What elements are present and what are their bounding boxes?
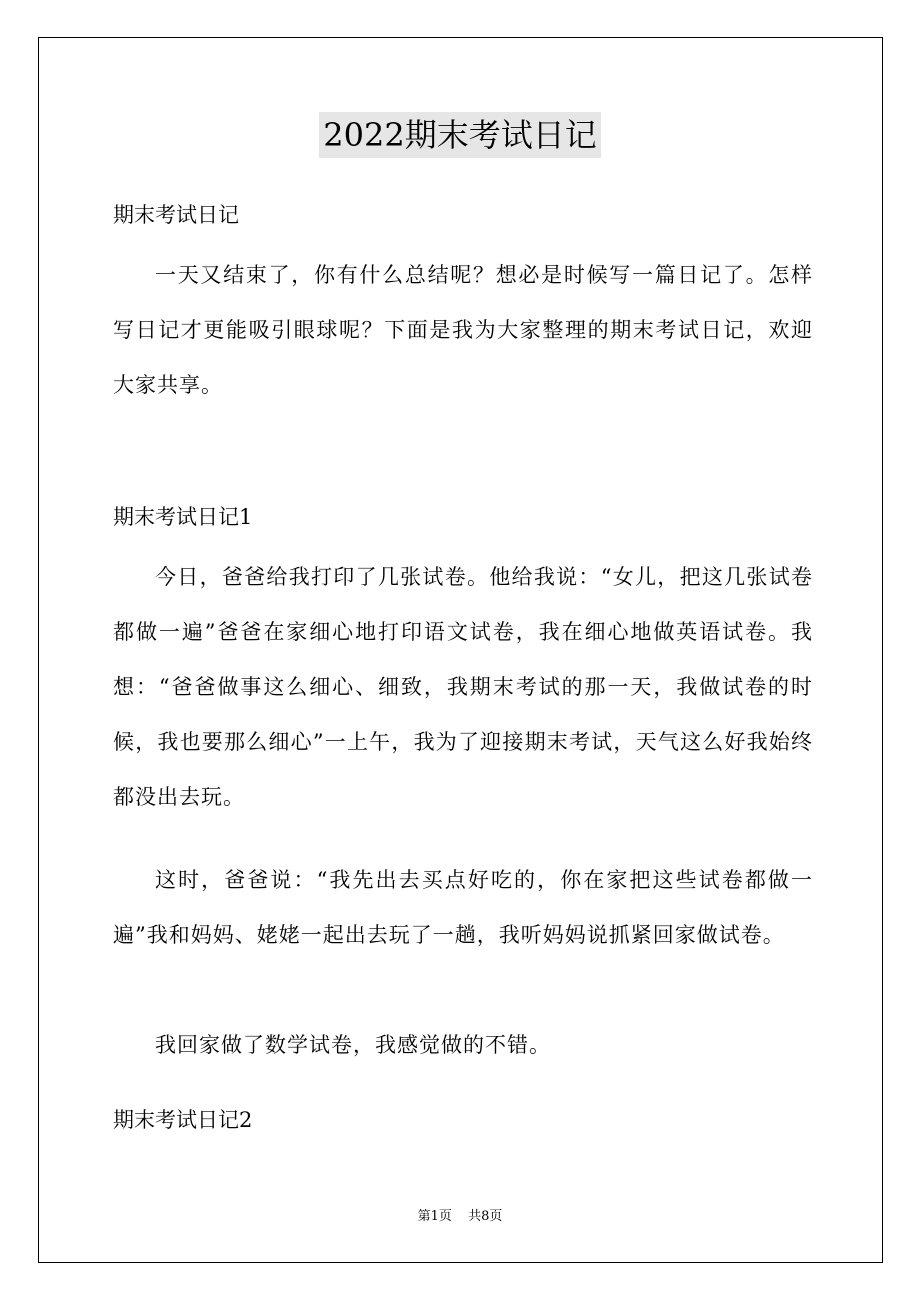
page-footer xyxy=(0,1208,920,1226)
diary-1-paragraph-3: 我回家做了数学试卷，我感觉做的不错。 xyxy=(155,1033,551,1057)
page-total: 共8页 xyxy=(468,1209,503,1224)
intro-paragraph: 一天又结束了，你有什么总结呢？想必是时候写一篇日记了。怎样写日记才更能吸引眼球呢？下面是我为大家整理的期末考试日记，欢迎大家共享。 xyxy=(113,263,813,397)
document-title: 2022期末考试日记 xyxy=(319,112,600,158)
page-number: 第1页 xyxy=(417,1209,452,1224)
section-heading-diary-1: 期末考试日记1 xyxy=(113,505,253,529)
section-heading-diary-2: 期末考试日记2 xyxy=(113,1108,253,1132)
section-heading-intro: 期末考试日记 xyxy=(113,203,239,227)
title-container xyxy=(0,112,920,158)
diary-1-paragraph-2: 这时，爸爸说：“我先出去买点好吃的，你在家把这些试卷都做一遍”我和妈妈、姥姥一起出去玩了一趟，我听妈妈说抓紧回家做试卷。 xyxy=(113,868,813,947)
diary-1-paragraph-1: 今日，爸爸给我打印了几张试卷。他给我说：“女儿，把这几张试卷都做一遍”爸爸在家细心地打印语文试卷，我在细心地做英语试卷。我想：“爸爸做事这么细心、细致，我期末考试的那一天，我做试卷的时候，我也要那么细心”一上午，我为了迎接期末考试，天气这么好我始终都没出去玩。 xyxy=(113,565,813,809)
